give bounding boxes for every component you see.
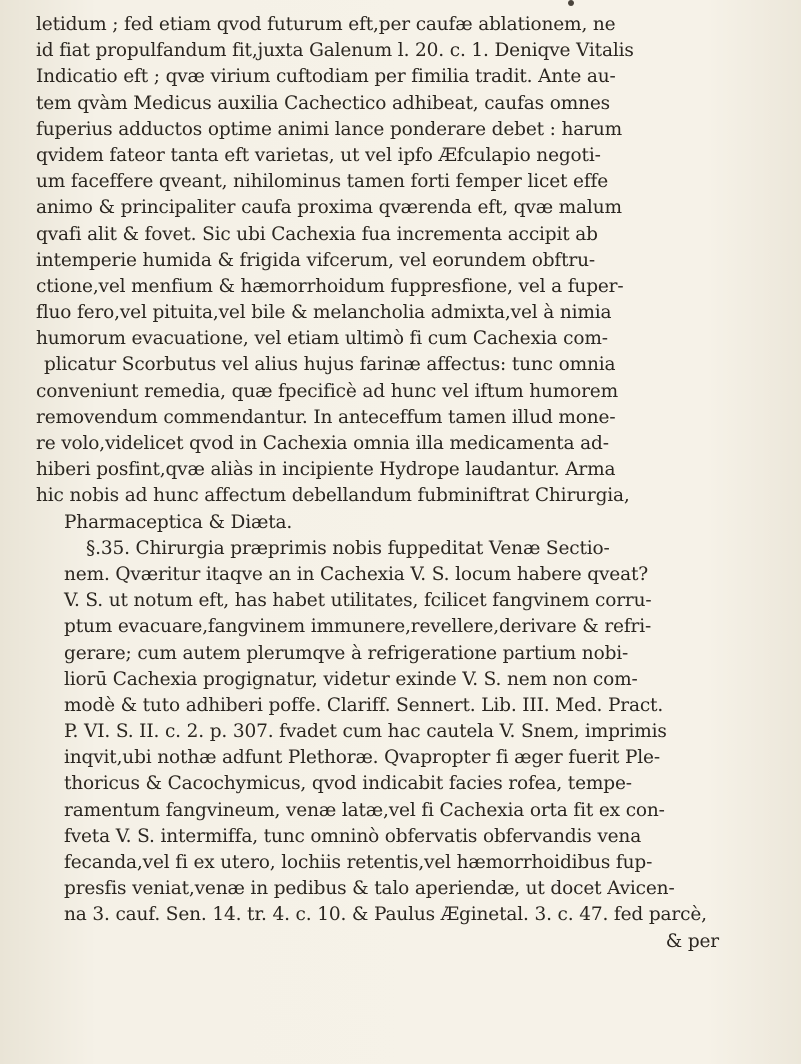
section-heading-line: §.35. Chirurgia præprimis nobis fuppeditat Venæ Sectio- xyxy=(86,537,610,559)
text-line: liorū Cachexia progignatur, videtur exinde V. S. nem non com- xyxy=(64,668,638,690)
text-line: fuperius adductos optime animi lance ponderare debet : harum xyxy=(36,118,622,140)
body-text xyxy=(36,12,743,955)
text-line: na 3. cauf. Sen. 14. tr. 4. c. 10. & Paulus Æginetal. 3. c. 47. fed parcè, xyxy=(64,904,707,926)
text-line: qvafi alit & fovet. Sic ubi Cachexia fua incrementa accipit ab xyxy=(36,223,598,245)
text-line: P. VI. S. II. c. 2. p. 307. fvadet cum hac cautela V. Snem, imprimis xyxy=(64,721,667,743)
text-line: re volo,videlicet qvod in Cachexia omnia illa medicamenta ad- xyxy=(36,433,609,454)
text-line: ptum evacuare,fangvinem immunere,revellere,derivare & refri- xyxy=(64,616,652,638)
text-line: gerare; cum autem plerumqve à refrigeratione partium nobi- xyxy=(64,642,629,664)
ink-blot xyxy=(568,0,574,6)
text-line: letidum ; fed etiam qvod futurum eft,per caufæ ablationem, ne xyxy=(36,14,616,35)
text-line: intemperie humida & frigida vifcerum, vel eorundem obftru- xyxy=(36,249,595,271)
text-line: presfis veniat,venæ in pedibus & talo aperiendæ, ut docet Avicen- xyxy=(64,878,675,900)
catchword: & per xyxy=(665,930,719,952)
text-line: id fiat propulfandum fit,juxta Galenum l. 20. c. 1. Deniqve Vitalis xyxy=(36,40,634,62)
text-line: um faceffere qveant, nihilominus tamen forti femper licet effe xyxy=(36,171,609,193)
text-line: Indicatio eft ; qvæ virium cuftodiam per fimilia tradit. Ante au- xyxy=(36,66,616,88)
text-line: fveta V. S. intermiffa, tunc omninò obfervatis obfervandis vena xyxy=(64,825,642,847)
text-line: tem qvàm Medicus auxilia Cachectico adhibeat, caufas omnes xyxy=(36,92,611,114)
text-line: conveniunt remedia, quæ fpecificè ad hunc vel iftum humorem xyxy=(36,380,618,402)
text-line: fluo fero,vel pituita,vel bile & melancholia admixta,vel à nimia xyxy=(36,302,612,324)
text-line: qvidem fateor tanta eft varietas, ut vel ipfo Æfculapio negoti- xyxy=(36,144,601,166)
text-line: humorum evacuatione, vel etiam ultimò fi cum Cachexia com- xyxy=(36,328,608,350)
text-line: ramentum fangvineum, venæ latæ,vel fi Cachexia orta fit ex con- xyxy=(64,799,665,821)
text-line: ctione,vel menfium & hæmorrhoidum fuppresfione, vel a fuper- xyxy=(36,275,624,297)
text-line: hic nobis ad hunc affectum debellandum fubminiftrat Chirurgia, xyxy=(36,485,630,507)
text-line: modè & tuto adhiberi poffe. Clariff. Sennert. Lib. III. Med. Pract. xyxy=(64,694,664,716)
text-line: inqvit,ubi nothæ adfunt Plethoræ. Qvapropter fi æger fuerit Ple- xyxy=(64,747,660,769)
text-line: V. S. ut notum eft, has habet utilitates, fcilicet fangvinem corru- xyxy=(64,590,652,612)
text-line: nem. Qværitur itaqve an in Cachexia V. S. locum habere qveat? xyxy=(64,563,649,585)
text-line: removendum commendantur. In anteceffum tamen illud mone- xyxy=(36,406,616,428)
text-line: thoricus & Cacochymicus, qvod indicabit facies rofea, tempe- xyxy=(64,773,632,795)
section-subheading: Pharmaceptica & Diæta. xyxy=(64,511,293,533)
text-line: animo & principaliter caufa proxima qværenda eft, qvæ malum xyxy=(36,197,622,219)
text-line: plicatur Scorbutus vel alius hujus farinæ affectus: tunc omnia xyxy=(44,354,616,376)
text-line: hiberi posfint,qvæ aliàs in incipiente Hydrope laudantur. Arma xyxy=(36,459,616,481)
text-line: fecanda,vel fi ex utero, lochiis retentis,vel hæmorrhoidibus fup- xyxy=(64,852,653,873)
